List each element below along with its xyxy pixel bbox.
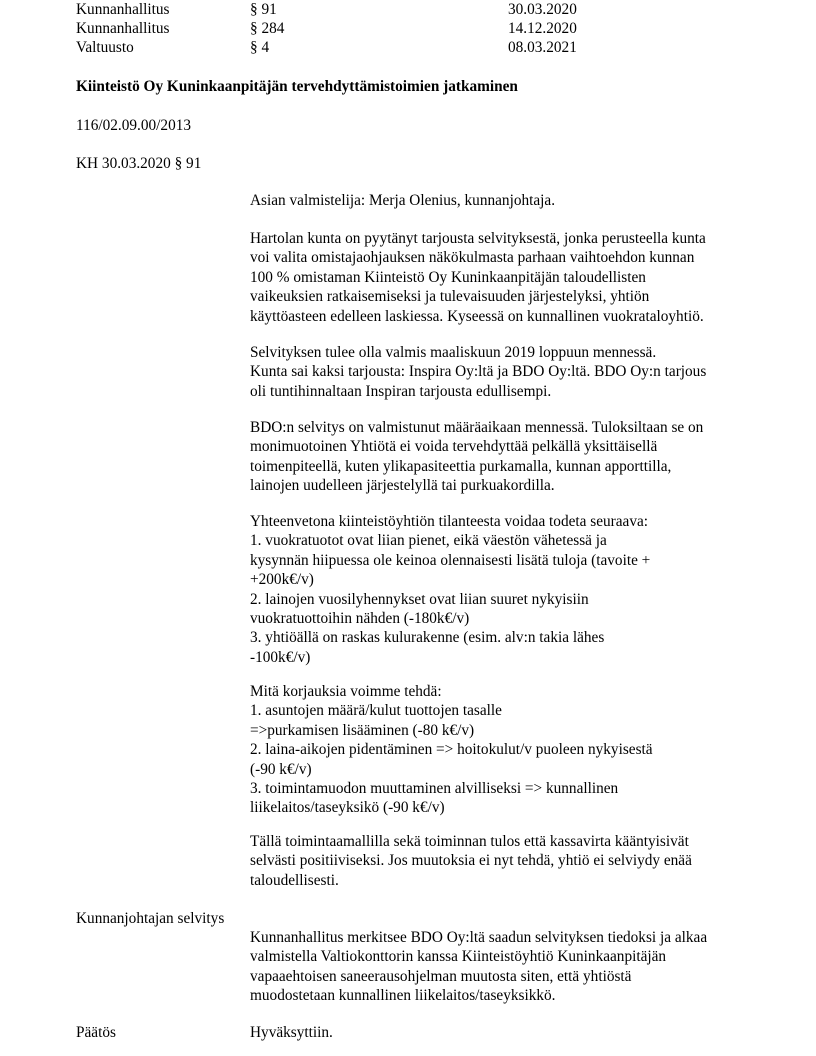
history-date: 30.03.2020 bbox=[508, 1, 577, 18]
text-line: +200k€/v) bbox=[250, 571, 314, 589]
text-line: vuokratuottoihin nähden (-180k€/v) bbox=[250, 609, 470, 627]
text-line: Selvityksen tulee olla valmis maaliskuun 2019 loppuun mennessä. bbox=[250, 344, 657, 361]
paragraph-corrections bbox=[250, 682, 750, 818]
text-line: Yhteenvetona kiinteistöyhtiön tilanteesta voidaa todeta seuraava: bbox=[250, 513, 649, 530]
text-line: 1. vuokratuotot ovat liian pienet, eikä väestön vähetessä ja bbox=[250, 532, 607, 550]
text-line: Tällä toimintaamallilla sekä toiminnan tulos että kassavirta kääntyisivät bbox=[250, 833, 689, 850]
text-line: vaikeuksien ratkaisemiseksi ja tulevaisuuden järjestelyksi, yhtiön bbox=[250, 288, 650, 306]
text-line: taloudellisesti. bbox=[250, 871, 339, 889]
history-row bbox=[0, 19, 816, 38]
text-line: 1. asuntojen määrä/kulut tuottojen tasalle bbox=[250, 702, 502, 720]
history-date: 14.12.2020 bbox=[508, 20, 577, 37]
paragraph-conclusion bbox=[250, 832, 750, 890]
history-section: § 284 bbox=[250, 20, 285, 37]
text-line: BDO:n selvitys on valmistunut määräaikaan mennessä. Tuloksiltaan se on bbox=[250, 419, 704, 436]
text-line: 3. toimintamuodon muuttaminen alvilliseksi => kunnallinen bbox=[250, 779, 619, 797]
decision-label: Päätös bbox=[76, 1024, 116, 1041]
text-line: toimenpiteellä, kuten ylikapasiteettia purkamalla, kunnan apporttilla, bbox=[250, 457, 672, 475]
history-row bbox=[0, 38, 816, 57]
text-line: Kunnanhallitus merkitsee BDO Oy:ltä saadun selvityksen tiedoksi ja alkaa bbox=[250, 929, 708, 946]
text-line: Hartolan kunta on pyytänyt tarjousta selvityksestä, jonka perusteella kunta bbox=[250, 230, 706, 247]
history-section: § 4 bbox=[250, 39, 270, 56]
text-line: liikelaitos/taseyksikö (-90 k€/v) bbox=[250, 799, 445, 817]
text-line: lainojen uudelleen järjestelyllä tai purkuakordilla. bbox=[250, 477, 555, 495]
text-line: Mitä korjauksia voimme tehdä: bbox=[250, 683, 442, 700]
paragraph-bdo-report bbox=[250, 418, 750, 496]
history-section: § 91 bbox=[250, 1, 277, 18]
preparer-line: Asian valmistelija: Merja Olenius, kunnanjohtaja. bbox=[250, 192, 556, 209]
text-line: =>purkamisen lisääminen (-80 k€/v) bbox=[250, 721, 475, 739]
text-line: oli tuntihinnaltaan Inspiran tarjousta edullisempi. bbox=[250, 382, 552, 400]
text-line: vapaaehtoisen saneerausohjelman muutosta siten, että yhtiöstä bbox=[250, 967, 632, 985]
text-line: muodostetaan kunnallinen liikelaitos/taseyksikkö. bbox=[250, 987, 556, 1005]
paragraph-summary bbox=[250, 512, 750, 667]
proposal-text bbox=[250, 928, 750, 1006]
diary-number: 116/02.09.00/2013 bbox=[76, 117, 192, 134]
text-line: 2. laina-aikojen pidentäminen => hoitokulut/v puoleen nykyisestä bbox=[250, 741, 653, 759]
paragraph-offers bbox=[250, 343, 750, 401]
proposal-label: Kunnanjohtajan selvitys bbox=[76, 910, 225, 927]
history-row bbox=[0, 0, 816, 19]
history-date: 08.03.2021 bbox=[508, 39, 577, 56]
text-line: (-90 k€/v) bbox=[250, 760, 312, 778]
text-line: 100 % omistaman Kiinteistö Oy Kuninkaanpitäjän taloudellisten bbox=[250, 268, 646, 286]
history-body: Kunnanhallitus bbox=[76, 1, 170, 18]
text-line: monimuotoinen Yhtiötä ei voida tervehdyttää pelkällä yksittäisellä bbox=[250, 438, 658, 456]
text-line: kysynnän hiipuessa ole keinoa olennaisesti lisätä tuloja (tavoite + bbox=[250, 551, 651, 569]
text-line: käyttöasteen edelleen laskiessa. Kyseessä on kunnallinen vuokrataloyhtiö. bbox=[250, 307, 704, 325]
meeting-reference: KH 30.03.2020 § 91 bbox=[76, 155, 202, 172]
document-title: Kiinteistö Oy Kuninkaanpitäjän tervehdyttämistoimien jatkaminen bbox=[76, 78, 518, 95]
text-line: valmistella Valtiokonttorin kanssa Kiinteistöyhtiö Kuninkaanpitäjän bbox=[250, 948, 667, 966]
text-line: Kunta sai kaksi tarjousta: Inspira Oy:ltä ja BDO Oy:ltä. BDO Oy:n tarjous bbox=[250, 363, 707, 381]
text-line: voi valita omistajaohjauksen näkökulmasta parhaan vaihtoehdon kunnan bbox=[250, 249, 695, 267]
history-body: Kunnanhallitus bbox=[76, 20, 170, 37]
text-line: selvästi positiiviseksi. Jos muutoksia ei nyt tehdä, yhtiö ei selviydy enää bbox=[250, 852, 692, 870]
paragraph-request bbox=[250, 229, 750, 326]
text-line: 3. yhtiöällä on raskas kulurakenne (esim. alv:n takia lähes bbox=[250, 629, 605, 647]
history-body: Valtuusto bbox=[76, 39, 134, 56]
text-line: -100k€/v) bbox=[250, 648, 311, 666]
text-line: 2. lainojen vuosilyhennykset ovat liian suuret nykyisiin bbox=[250, 590, 589, 608]
decision-text: Hyväksyttiin. bbox=[250, 1024, 333, 1041]
